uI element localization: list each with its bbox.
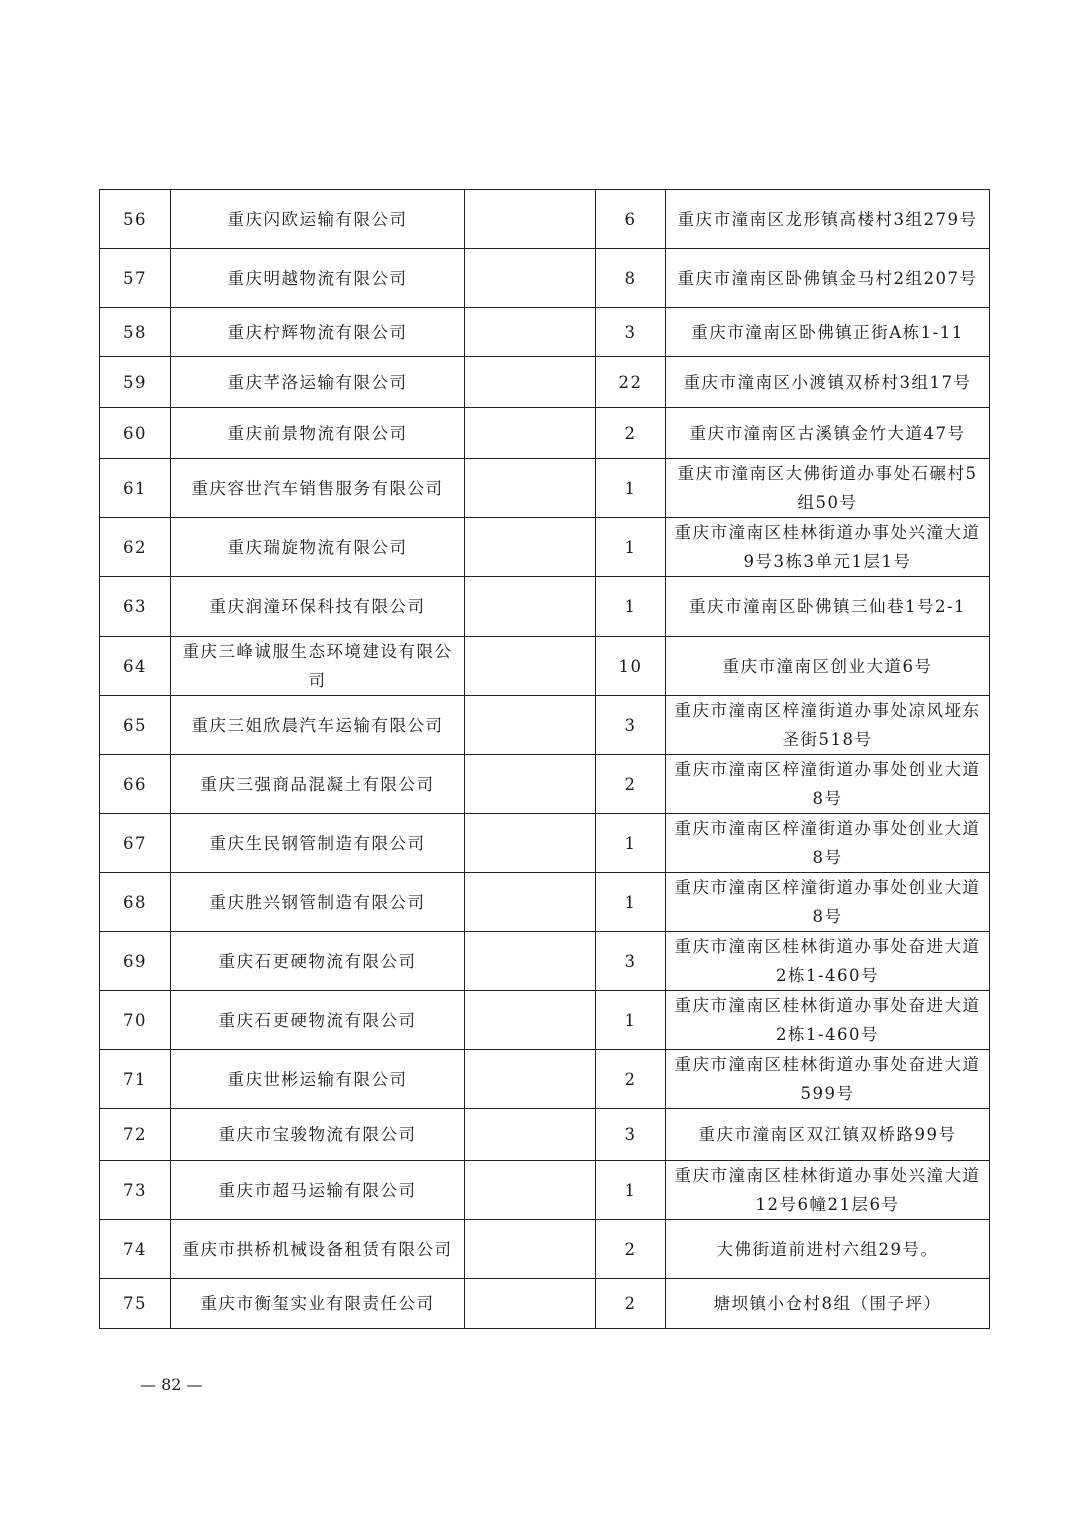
company-address: 大佛街道前进村六组29号。 [666, 1220, 990, 1279]
table-row [100, 1220, 990, 1279]
vehicle-count: 1 [596, 518, 666, 577]
company-name: 重庆市超马运输有限公司 [171, 1161, 465, 1220]
row-number: 70 [100, 991, 171, 1050]
row-number: 75 [100, 1279, 171, 1329]
company-address: 重庆市潼南区桂林街道办事处奋进大道599号 [666, 1050, 990, 1109]
blank-cell [465, 1220, 596, 1279]
blank-cell [465, 755, 596, 814]
row-number: 69 [100, 932, 171, 991]
company-name: 重庆三姐欣晨汽车运输有限公司 [171, 696, 465, 755]
blank-cell [465, 637, 596, 696]
company-name: 重庆市衡玺实业有限责任公司 [171, 1279, 465, 1329]
company-address: 重庆市潼南区桂林街道办事处奋进大道2栋1-460号 [666, 991, 990, 1050]
blank-cell [465, 932, 596, 991]
table-row [100, 1109, 990, 1161]
table-row [100, 755, 990, 814]
table-row [100, 357, 990, 408]
vehicle-count: 2 [596, 1050, 666, 1109]
vehicle-count: 3 [596, 308, 666, 357]
blank-cell [465, 459, 596, 518]
blank-cell [465, 308, 596, 357]
company-name: 重庆石更硬物流有限公司 [171, 991, 465, 1050]
company-name: 重庆世彬运输有限公司 [171, 1050, 465, 1109]
table-row [100, 577, 990, 637]
company-address: 重庆市潼南区梓潼街道办事处创业大道8号 [666, 873, 990, 932]
table-row [100, 518, 990, 577]
row-number: 66 [100, 755, 171, 814]
company-name: 重庆闪欧运输有限公司 [171, 190, 465, 249]
row-number: 62 [100, 518, 171, 577]
blank-cell [465, 577, 596, 637]
company-name: 重庆柠辉物流有限公司 [171, 308, 465, 357]
table-row [100, 190, 990, 249]
vehicle-count: 3 [596, 696, 666, 755]
blank-cell [465, 518, 596, 577]
row-number: 72 [100, 1109, 171, 1161]
vehicle-count: 1 [596, 873, 666, 932]
blank-cell [465, 190, 596, 249]
company-name: 重庆胜兴钢管制造有限公司 [171, 873, 465, 932]
company-address: 重庆市潼南区双江镇双桥路99号 [666, 1109, 990, 1161]
company-address: 重庆市潼南区梓潼街道办事处创业大道8号 [666, 755, 990, 814]
company-address: 重庆市潼南区梓潼街道办事处凉风垭东圣街518号 [666, 696, 990, 755]
blank-cell [465, 1279, 596, 1329]
company-address: 重庆市潼南区桂林街道办事处奋进大道2栋1-460号 [666, 932, 990, 991]
vehicle-count: 8 [596, 249, 666, 308]
vehicle-count: 1 [596, 814, 666, 873]
row-number: 58 [100, 308, 171, 357]
vehicle-count: 6 [596, 190, 666, 249]
vehicle-count: 2 [596, 1220, 666, 1279]
company-address: 重庆市潼南区创业大道6号 [666, 637, 990, 696]
table-row [100, 1161, 990, 1220]
row-number: 67 [100, 814, 171, 873]
company-name: 重庆前景物流有限公司 [171, 408, 465, 459]
table-row [100, 1279, 990, 1329]
vehicle-count: 1 [596, 459, 666, 518]
company-name: 重庆生民钢管制造有限公司 [171, 814, 465, 873]
table-row [100, 637, 990, 696]
blank-cell [465, 408, 596, 459]
vehicle-count: 22 [596, 357, 666, 408]
row-number: 59 [100, 357, 171, 408]
row-number: 74 [100, 1220, 171, 1279]
table-row [100, 873, 990, 932]
company-address: 重庆市潼南区桂林街道办事处兴潼大道9号3栋3单元1层1号 [666, 518, 990, 577]
blank-cell [465, 1161, 596, 1220]
row-number: 65 [100, 696, 171, 755]
vehicle-count: 3 [596, 932, 666, 991]
table-row [100, 408, 990, 459]
row-number: 57 [100, 249, 171, 308]
table-row [100, 1050, 990, 1109]
table-row [100, 991, 990, 1050]
blank-cell [465, 1109, 596, 1161]
blank-cell [465, 696, 596, 755]
company-address: 重庆市潼南区大佛街道办事处石碾村5组50号 [666, 459, 990, 518]
company-table [99, 189, 990, 1329]
company-address: 重庆市潼南区古溪镇金竹大道47号 [666, 408, 990, 459]
page-number: — 82 — [140, 1375, 203, 1394]
company-name: 重庆石更硬物流有限公司 [171, 932, 465, 991]
company-name: 重庆三强商品混凝土有限公司 [171, 755, 465, 814]
row-number: 73 [100, 1161, 171, 1220]
blank-cell [465, 873, 596, 932]
company-table-body [100, 190, 990, 1329]
vehicle-count: 3 [596, 1109, 666, 1161]
table-row [100, 249, 990, 308]
company-name: 重庆芊洛运输有限公司 [171, 357, 465, 408]
row-number: 56 [100, 190, 171, 249]
company-name: 重庆三峰诚服生态环境建设有限公司 [171, 637, 465, 696]
row-number: 60 [100, 408, 171, 459]
company-name: 重庆明越物流有限公司 [171, 249, 465, 308]
table-row [100, 932, 990, 991]
vehicle-count: 2 [596, 755, 666, 814]
blank-cell [465, 991, 596, 1050]
row-number: 71 [100, 1050, 171, 1109]
vehicle-count: 1 [596, 577, 666, 637]
blank-cell [465, 357, 596, 408]
company-address: 塘坝镇小仓村8组（围子坪） [666, 1279, 990, 1329]
company-address: 重庆市潼南区龙形镇高楼村3组279号 [666, 190, 990, 249]
vehicle-count: 2 [596, 408, 666, 459]
company-name: 重庆市宝骏物流有限公司 [171, 1109, 465, 1161]
company-address: 重庆市潼南区卧佛镇正街A栋1-11 [666, 308, 990, 357]
vehicle-count: 10 [596, 637, 666, 696]
company-name: 重庆润潼环保科技有限公司 [171, 577, 465, 637]
row-number: 61 [100, 459, 171, 518]
row-number: 63 [100, 577, 171, 637]
company-address: 重庆市潼南区桂林街道办事处兴潼大道12号6幢21层6号 [666, 1161, 990, 1220]
vehicle-count: 2 [596, 1279, 666, 1329]
blank-cell [465, 814, 596, 873]
vehicle-count: 1 [596, 1161, 666, 1220]
company-address: 重庆市潼南区梓潼街道办事处创业大道8号 [666, 814, 990, 873]
company-name: 重庆市拱桥机械设备租赁有限公司 [171, 1220, 465, 1279]
company-address: 重庆市潼南区卧佛镇金马村2组207号 [666, 249, 990, 308]
table-row [100, 308, 990, 357]
row-number: 64 [100, 637, 171, 696]
company-name: 重庆瑞旋物流有限公司 [171, 518, 465, 577]
vehicle-count: 1 [596, 991, 666, 1050]
company-name: 重庆容世汽车销售服务有限公司 [171, 459, 465, 518]
company-address: 重庆市潼南区卧佛镇三仙巷1号2-1 [666, 577, 990, 637]
row-number: 68 [100, 873, 171, 932]
table-row [100, 459, 990, 518]
blank-cell [465, 1050, 596, 1109]
blank-cell [465, 249, 596, 308]
company-address: 重庆市潼南区小渡镇双桥村3组17号 [666, 357, 990, 408]
table-row [100, 814, 990, 873]
table-row [100, 696, 990, 755]
